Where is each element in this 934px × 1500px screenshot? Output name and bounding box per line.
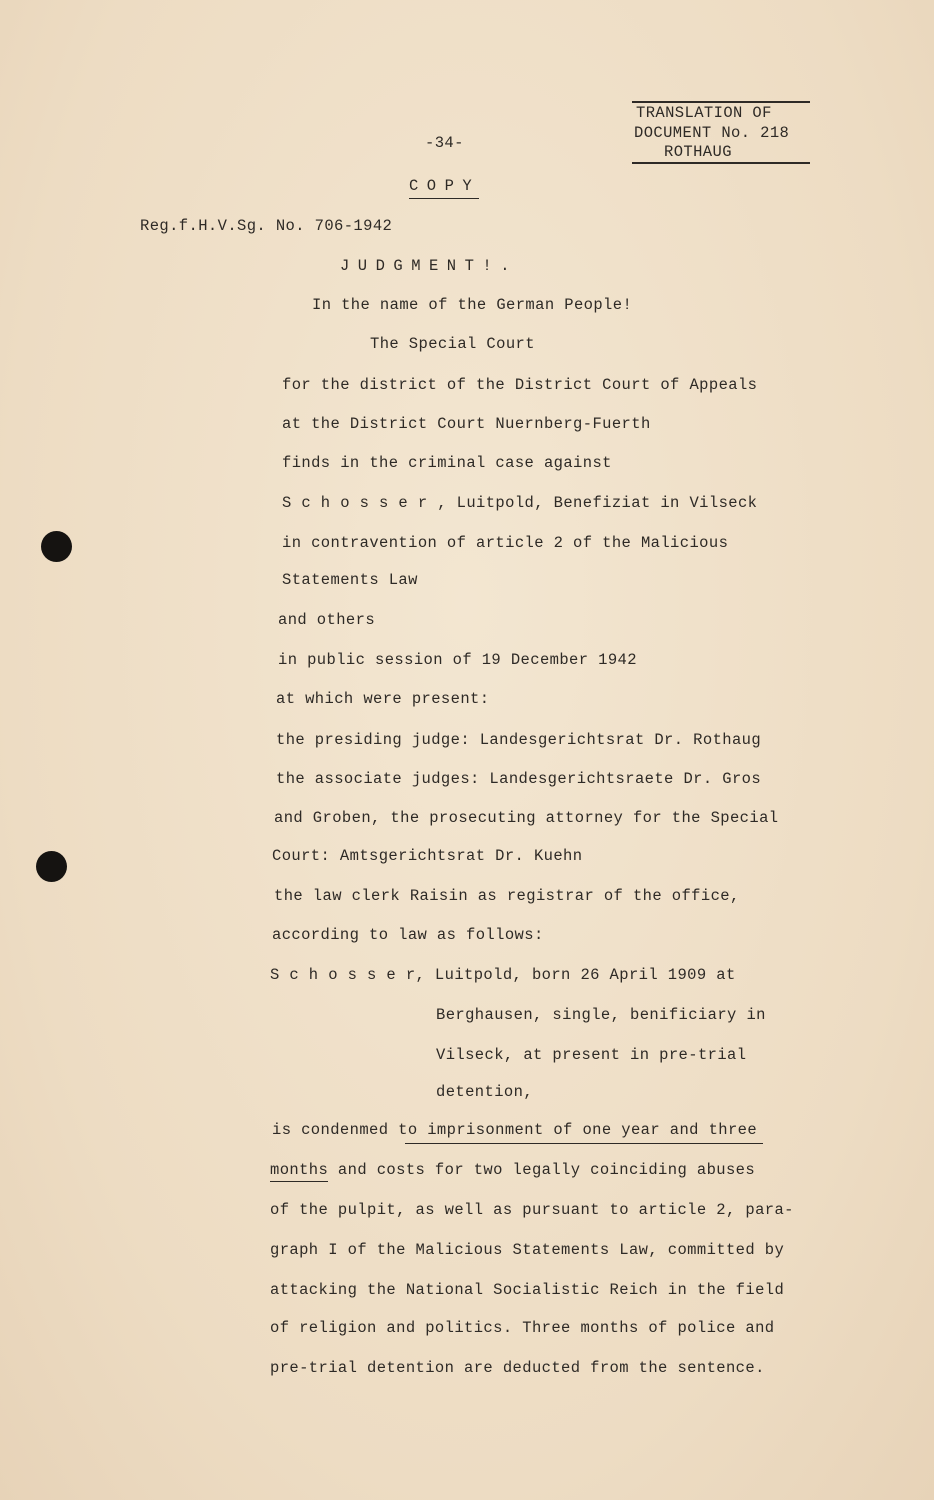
- punch-hole-top: [41, 531, 72, 562]
- body-line: Vilseck, at present in pre-trial: [436, 1046, 747, 1064]
- body-line: at the District Court Nuernberg-Fuerth: [282, 415, 651, 433]
- body-line: the presiding judge: Landesgerichtsrat Dr. Rothaug: [276, 731, 762, 749]
- sentence-underline-2: [270, 1181, 328, 1182]
- sentence-underline-1: [405, 1143, 763, 1144]
- body-line: finds in the criminal case against: [282, 454, 612, 472]
- body-line: Court: Amtsgerichtsrat Dr. Kuehn: [272, 847, 583, 865]
- body-line: of the pulpit, as well as pursuant to article 2, para-: [270, 1201, 794, 1219]
- header-top-rule: [632, 101, 810, 103]
- copy-underline: [409, 198, 479, 199]
- translation-line-2: DOCUMENT No. 218: [634, 124, 790, 142]
- body-line: detention,: [436, 1083, 534, 1101]
- body-line: at which were present:: [276, 690, 490, 708]
- body-line: pre-trial detention are deducted from the sentence.: [270, 1359, 765, 1377]
- translation-line-1: TRANSLATION OF: [636, 104, 772, 122]
- body-line: Statements Law: [282, 571, 418, 589]
- copy-label: COPY: [409, 177, 481, 195]
- body-line: S c h o s s e r , Luitpold, Benefiziat in Vilseck: [282, 494, 758, 512]
- body-line: is condenmed to imprisonment of one year and three: [272, 1121, 758, 1139]
- body-line: for the district of the District Court of Appeals: [282, 376, 758, 394]
- body-line: Berghausen, single, benificiary in: [436, 1006, 766, 1024]
- body-line: and others: [278, 611, 376, 629]
- body-line: the associate judges: Landesgerichtsraete Dr. Gros: [276, 770, 762, 788]
- judgment-title: JUDGMENT!.: [340, 257, 519, 275]
- body-line: the law clerk Raisin as registrar of the office,: [274, 887, 740, 905]
- intro-line: The Special Court: [370, 335, 535, 353]
- body-line: according to law as follows:: [272, 926, 544, 944]
- body-line: and Groben, the prosecuting attorney for the Special: [274, 809, 779, 827]
- body-line: S c h o s s e r, Luitpold, born 26 April 1909 at: [270, 966, 736, 984]
- reference-number: Reg.f.H.V.Sg. No. 706-1942: [140, 217, 393, 235]
- body-line: of religion and politics. Three months of police and: [270, 1319, 775, 1337]
- body-line: months and costs for two legally coinciding abuses: [270, 1161, 756, 1179]
- body-line: attacking the National Socialistic Reich in the field: [270, 1281, 785, 1299]
- translation-line-3: ROTHAUG: [664, 143, 732, 161]
- intro-line: In the name of the German People!: [312, 296, 633, 314]
- body-line: in public session of 19 December 1942: [278, 651, 637, 669]
- body-line: in contravention of article 2 of the Malicious: [282, 534, 729, 552]
- header-bottom-rule: [632, 162, 810, 164]
- page-number: -34-: [425, 134, 464, 152]
- body-line: graph I of the Malicious Statements Law, committed by: [270, 1241, 785, 1259]
- punch-hole-bottom: [36, 851, 67, 882]
- translation-header: [632, 100, 810, 164]
